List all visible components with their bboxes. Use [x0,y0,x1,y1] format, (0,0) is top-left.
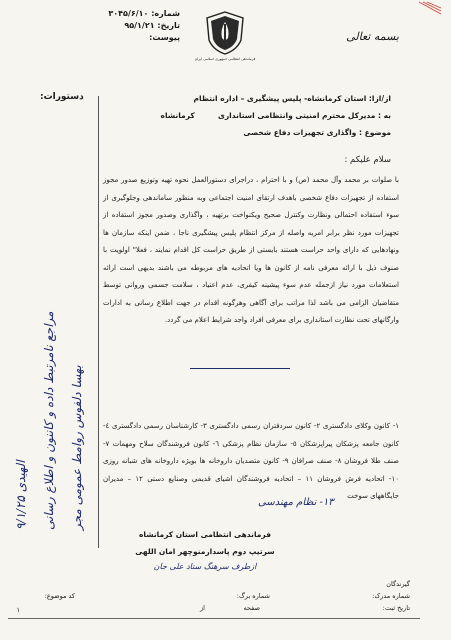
letter-subject: موضوع : واگذاری تجهیزات دفاع شخصی [243,128,391,137]
date-label: تاریخ: [157,21,180,30]
attachment-label: پیوست: [149,33,180,42]
number-label: شماره: [151,9,180,18]
handwritten-instructions [8,110,94,530]
police-emblem-icon [204,10,246,56]
instructions-label: دستورات: [40,92,84,102]
footer-register [8,580,420,630]
letter-to [161,111,391,120]
handwritten-line-2: مراجع نامرتبط داده و کاننون و اطلاع رسانی [42,311,56,530]
handwritten-line-1: بهسا دلفوس روامط عمومی مجر [70,365,84,530]
recipients-label: گیرندگان [386,580,410,588]
letter-to-city: کرمانشاه [160,111,195,120]
signature-handwritten: ازطرف سرهنگ ستاد علی جان [153,562,257,571]
page-label: صفحه [243,604,260,612]
register-date-label: تاریخ ثبت: [382,604,410,612]
handwritten-line-3: الهیدی ۹/۱/۲۵ [14,460,28,530]
file-number-label: شماره مدرک: [372,592,410,600]
date-value: ۹۵/۱/۲۱ [124,21,155,30]
ink-underline [190,368,290,369]
handwritten-item-13: ۱۳- نظام مهندسی [258,497,334,508]
header-reference [70,8,180,44]
greeting: سلام علیکم : [344,155,391,165]
emblem-caption: فرماندهی انتظامی جمهوری اسلامی ایران [194,57,256,61]
page-number: ۱ [16,606,20,614]
corner-scribble-icon [417,0,443,18]
signature-title: فرماندهی انتظامی استان کرمانشاه [138,530,271,539]
letter-to-text: به : مدیرکل محترم امنیتی وانتظامی استانداری [217,111,391,120]
signature-name: سرتیپ دوم پاسدارمنوچهر امان اللهی [135,547,275,556]
subject-code-label: کد موضوع: [44,592,75,600]
basmala: بسمه تعالی [346,30,399,43]
body-paragraph-2: ۱- کانون وکلای دادگستری ۲- کانون سردفتران رسمی دادگستری ۳- کارشناسان رسمی دادگستری ٤- کانون جامعه پزشکان پیراپزشکان ٥- سازمان نظام پزشکی ٦- کانون فروشندگان سلاح ومهمات ۷- صنف طلا فروشان ۸- صنف صرافان ۹- کانون متصدیان داروخانه ها بویژه داروخانه های شبانه روزی ۱۰- اتحادیه فرش فروشان ۱۱ – اتحادیه فروشندگان اشیای قدیمی وصنایع دستی ۱۲ – مدیران جایگاههای سوخت [103,422,399,500]
page-of-label: از [200,604,205,612]
number-value: ۳۰۴۵/۶/۱۰ [108,9,149,18]
sheet-number-label: شماره برگ: [236,592,270,600]
footer-rule [8,618,420,619]
body-paragraph-1: با صلوات بر محمد وآل محمد (ص) و با احترام ، دراجرای دستورالعمل نحوه تهیه وتوزیع صدور مجوز استفاده از تجهیزات دفاع شخصی باهدف ارتقای امنیت اجتماعی وبه منظور ساماندهی وجلوگیری از سوء استفاده احتمالی ونظارت وکنترل صحیح ویکنواخت برتهیه ، واگذاری وصدور مجوز استفاده از تجهیزات مورد نظر برابر امریه واصله از مرکز انتظام پلیس پیشگیری ناجا ، ضمن اینکه سازمان ها ونهادهایی که دارای واحد حراست هستند بایستی از طریق حراست کل اقدام نمایند ، فعلا" اولویت با صنوف ذیل با ارائه معرفی نامه از کانون ها ویا اتحادیه های مربوطه می باشند بدیهی است ارائه استعلامات مورد نیاز ازجمله عدم سوء پیشینه کیفری، عدم اعتیاد ، سلامت جسمی وروانی توسط متقاضیان الزامی می باشد لذا مراتب برای آگاهی وهرگونه اقدام در جهت اطلاع رسانی به ادارات وارگانهای تحت نظارت استانداری برای معرفی افراد واجد شرایط اعلام می گردد. [103,176,399,324]
letter-from: از/ازا: استان کرمانشاه- پلیس پیشگیری – اداره انتظام [193,94,391,103]
margin-divider [98,96,99,548]
